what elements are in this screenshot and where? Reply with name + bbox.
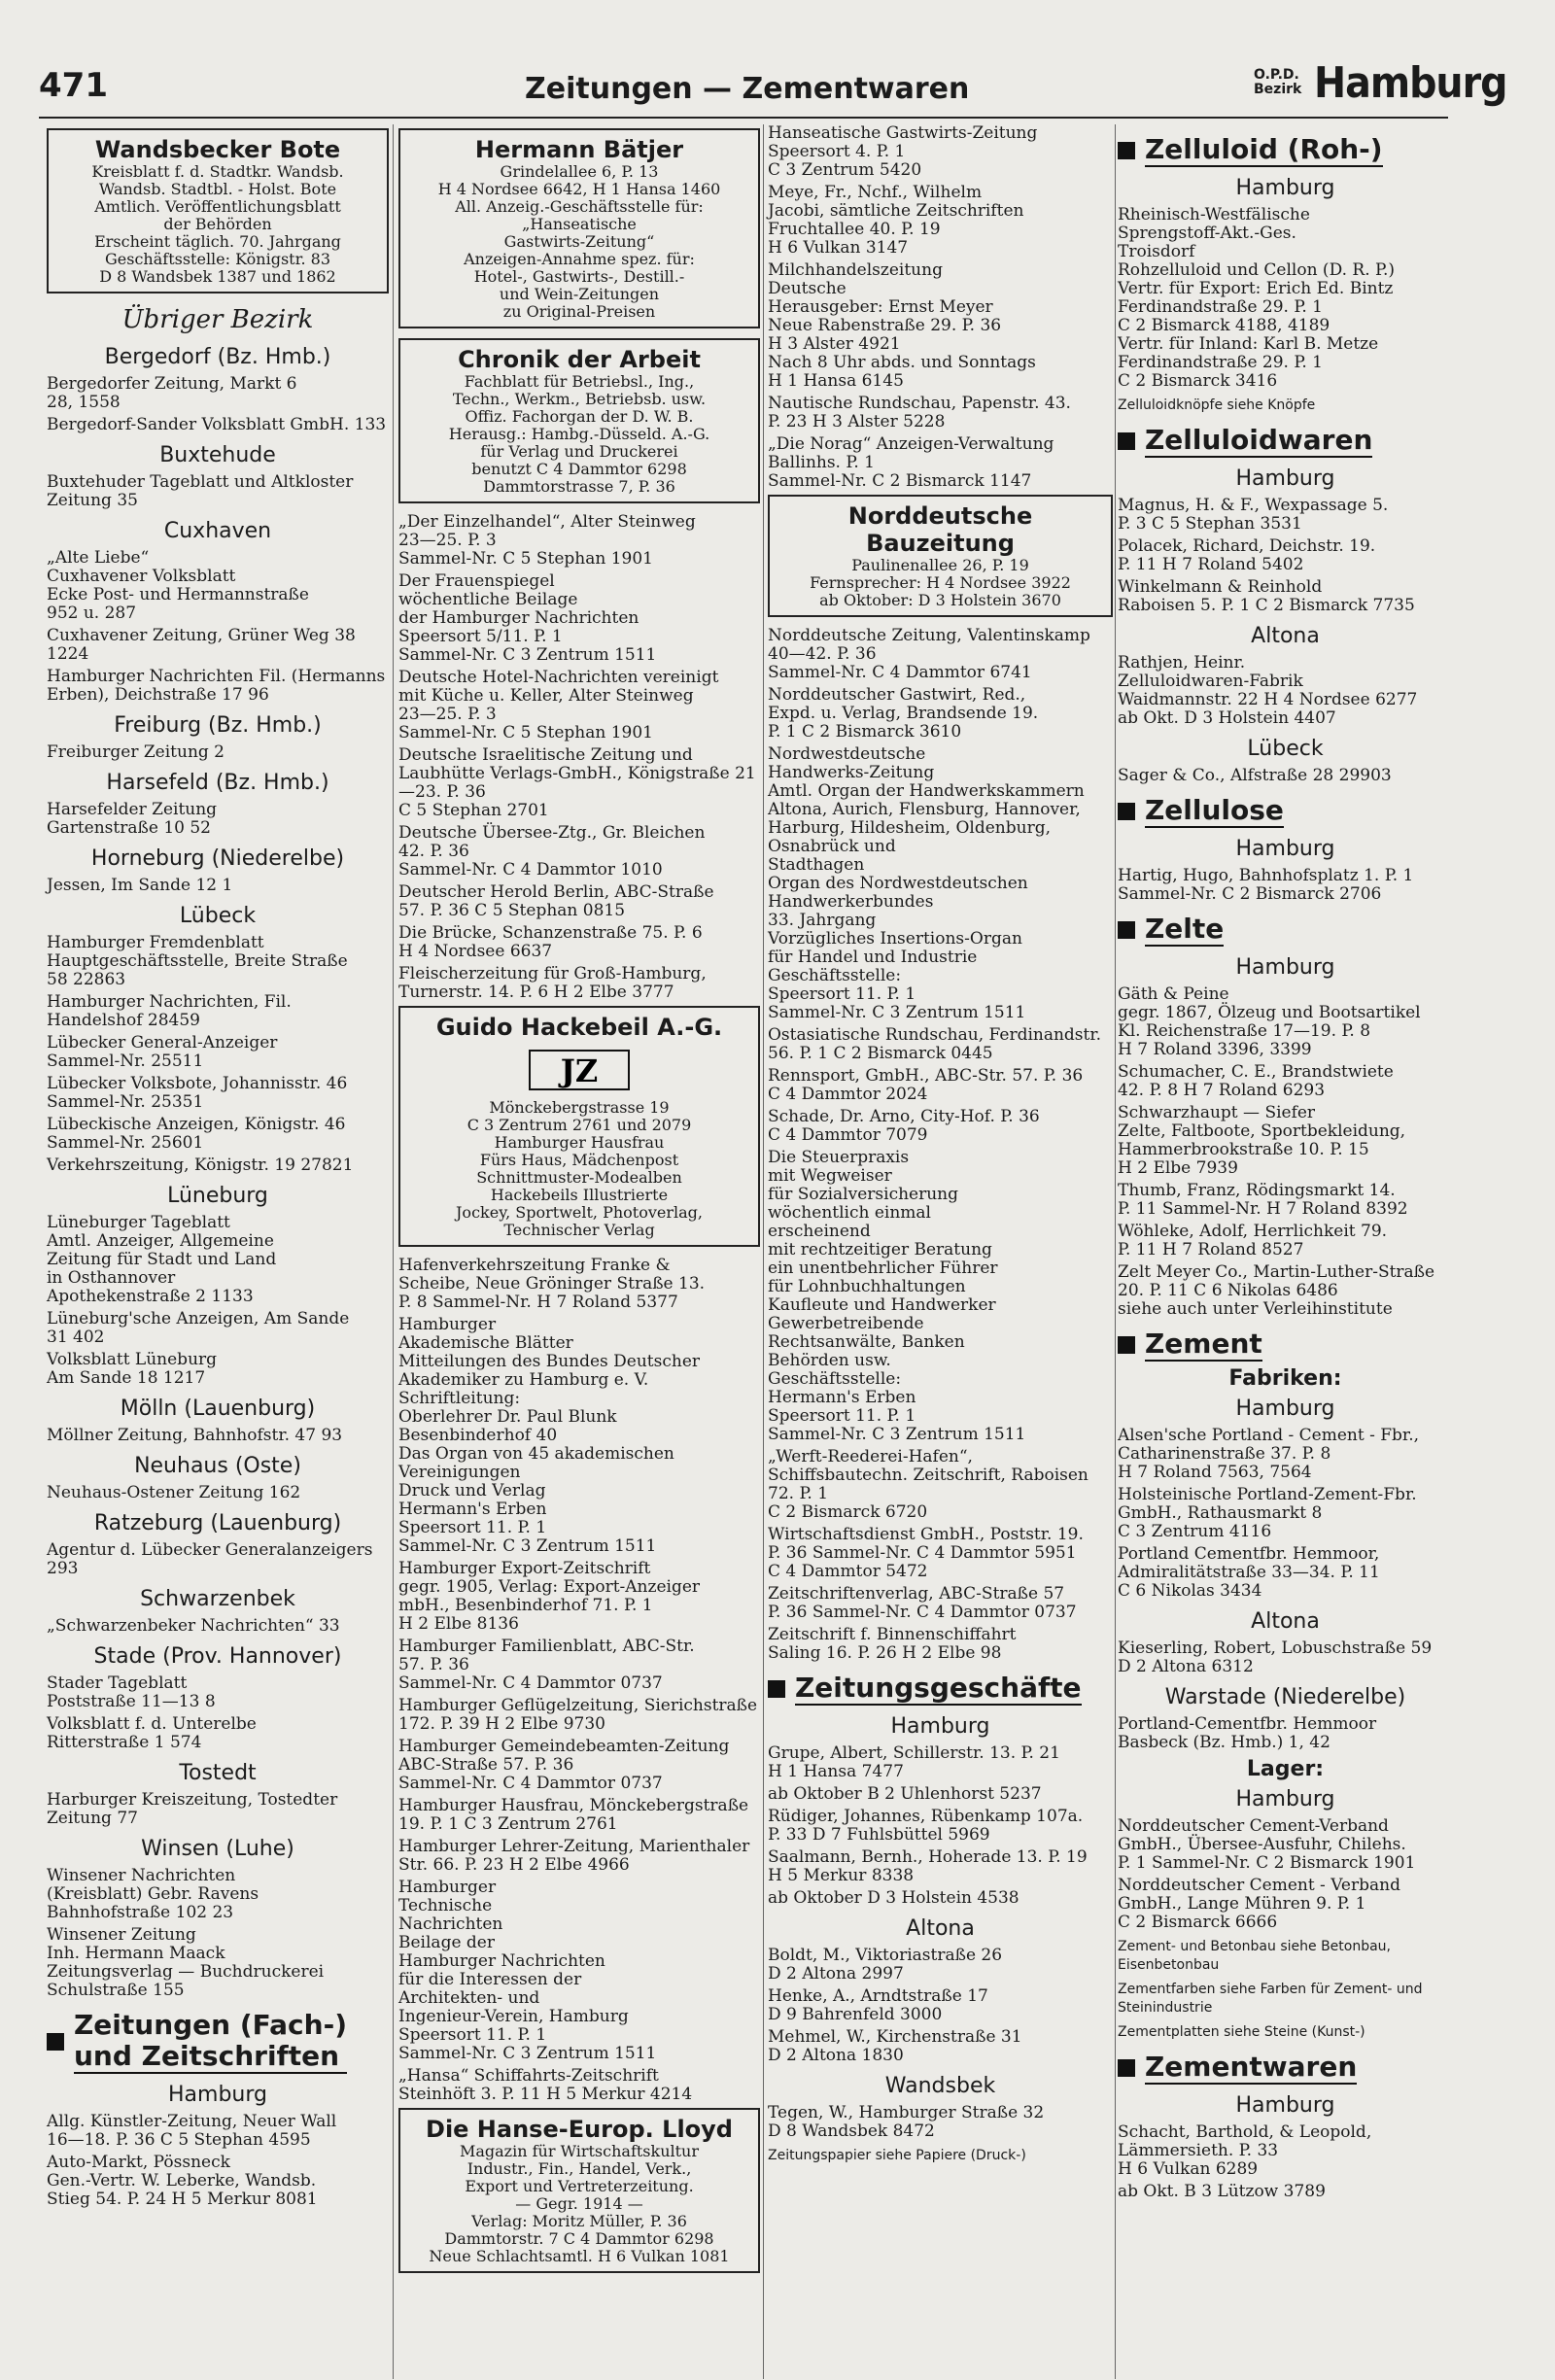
- advert-body: Magazin für Wirtschaftskultur Industr., Fin., Handel, Verk., Export und Vertreterzeitung. — Gegr. 1914 — Verlag: Moritz Müller, P. 36 Dammtorstr. 7 C 4 Dammtor 6298 Neue Schlachtsamtl. H 6 Vulkan 1081: [429, 2142, 730, 2265]
- directory-entry: Polacek, Richard, Deichstr. 19. P. 11 H 7 Roland 5402: [1118, 536, 1376, 574]
- column-4: [1118, 124, 1453, 2205]
- jz-logo-icon: [526, 1047, 633, 1093]
- subheading: Fabriken:: [1228, 1366, 1342, 1391]
- opd-label: [1254, 68, 1301, 97]
- directory-entry: Neuhaus-Ostener Zeitung 162: [47, 1483, 301, 1502]
- directory-entry: Portland-Cementfbr. Hemmoor Basbeck (Bz. Hmb.) 1, 42: [1118, 1714, 1377, 1752]
- directory-entry: Ostasiatische Rundschau, Ferdinandstr. 56. P. 1 C 2 Bismarck 0445: [768, 1025, 1102, 1063]
- section-heading-text: Zelte: [1145, 913, 1225, 945]
- section-heading: [47, 2010, 389, 2074]
- directory-entry: Hafenverkehrszeitung Franke & Scheibe, Neue Gröninger Straße 13. P. 8 Sammel-Nr. H 7 Roland 5377: [398, 1256, 706, 1312]
- town-heading: Altona: [906, 1916, 975, 1941]
- advert-title: Hermann Bätjer: [474, 136, 684, 163]
- section-heading-text: Zeitungen (Fach-) und Zeitschriften: [74, 2009, 347, 2072]
- directory-entry: Schade, Dr. Arno, City-Hof. P. 36 C 4 Dammtor 7079: [768, 1107, 1040, 1145]
- cross-reference: Zementplatten siehe Steine (Kunst-): [1118, 2024, 1365, 2040]
- town-heading: Hamburg: [1235, 955, 1335, 980]
- directory-entry: Mehmel, W., Kirchenstraße 31 D 2 Altona 1830: [768, 2027, 1022, 2065]
- directory-entry: Hamburger Hausfrau, Mönckebergstraße 19. P. 1 C 3 Zentrum 2761: [398, 1796, 749, 1834]
- advert-title: Die Hanse-Europ. Lloyd: [426, 2116, 733, 2143]
- town-heading: Hamburg: [1235, 837, 1335, 861]
- directory-entry: Lüneburg'sche Anzeigen, Am Sande 31 402: [47, 1309, 350, 1347]
- town-heading: Bergedorf (Bz. Hmb.): [104, 345, 331, 369]
- town-heading: Tostedt: [179, 1761, 257, 1785]
- square-bullet-icon: [1118, 921, 1135, 939]
- page-title: Zeitungen — Zementwaren: [525, 72, 970, 106]
- directory-entry: Auto-Markt, Pössneck Gen.-Vertr. W. Leberke, Wandsb. Stieg 54. P. 24 H 5 Merkur 8081: [47, 2153, 318, 2209]
- directory-entry: Norddeutscher Gastwirt, Red., Expd. u. Verlag, Brandsende 19. P. 1 C 2 Bismarck 3610: [768, 685, 1039, 742]
- directory-entry: Winsener Nachrichten (Kreisblatt) Gebr. Ravens Bahnhofstraße 102 23: [47, 1866, 259, 1922]
- directory-entry: Henke, A., Arndtstraße 17 D 9 Bahrenfeld 3000: [768, 1986, 988, 2024]
- section-heading: [1118, 795, 1453, 828]
- directory-entry: Hamburger Familienblatt, ABC-Str. 57. P. 36 Sammel-Nr. C 4 Dammtor 0737: [398, 1637, 695, 1693]
- directory-entry: Harburger Kreiszeitung, Tostedter Zeitung 77: [47, 1790, 338, 1828]
- town-heading: Hamburg: [1235, 2093, 1335, 2118]
- advert-body: Fachblatt für Betriebsl., Ing., Techn., Werkm., Betriebsb. usw. Offiz. Fachorgan der D. W. B. Herausg.: Hambg.-Düsseld. A.-G. für Verlag und Druckerei benutzt C 4 Dammtor 6298 Dammtorstrasse 7, P. 36: [448, 372, 710, 496]
- section-heading: [1118, 425, 1453, 458]
- square-bullet-icon: [1118, 2059, 1135, 2077]
- advert-box: [398, 1006, 760, 1247]
- section-heading: [1118, 2052, 1453, 2085]
- directory-entry: Deutsche Israelitische Zeitung und Laubhütte Verlags-GmbH., Königstraße 21—23. P. 36 C 5 Stephan 2701: [398, 745, 756, 820]
- directory-entry: Agentur d. Lübecker Generalanzeigers 293: [47, 1540, 373, 1578]
- directory-entry: Holsteinische Portland-Zement-Fbr. GmbH., Rathausmarkt 8 C 3 Zentrum 4116: [1118, 1485, 1417, 1541]
- directory-entry: ab Oktober D 3 Holstein 4538: [768, 1888, 1019, 1908]
- directory-entry: Hamburger Gemeindebeamten-Zeitung ABC-Straße 57. P. 36 Sammel-Nr. C 4 Dammtor 0737: [398, 1737, 730, 1793]
- town-heading: Hamburg: [1235, 1397, 1335, 1421]
- directory-entry: Norddeutsche Zeitung, Valentinskamp 40—42. P. 36 Sammel-Nr. C 4 Dammtor 6741: [768, 626, 1090, 682]
- town-heading: Hamburg: [1235, 466, 1335, 491]
- directory-entry: Boldt, M., Viktoriastraße 26 D 2 Altona 2997: [768, 1946, 1003, 1983]
- advert-title: Wandsbecker Bote: [94, 136, 341, 163]
- town-heading: Hamburg: [890, 1714, 990, 1739]
- directory-entry: Möllner Zeitung, Bahnhofstr. 47 93: [47, 1426, 343, 1445]
- section-heading: [768, 1673, 1113, 1706]
- directory-entry: Hamburger Technische Nachrichten Beilage der Hamburger Nachrichten für die Interessen der Architekten- und Ingenieur-Verein, Hamburg Speersort 11. P. 1 Sammel-Nr. C 3 Zentrum 1511: [398, 1878, 657, 2063]
- directory-entry: Deutscher Herold Berlin, ABC-Straße 57. P. 36 C 5 Stephan 0815: [398, 882, 714, 920]
- town-heading: Harsefeld (Bz. Hmb.): [106, 771, 329, 795]
- directory-entry: „Alte Liebe“ Cuxhavener Volksblatt Ecke Post- und Hermannstraße 952 u. 287: [47, 548, 309, 623]
- region-title: Hamburg: [1314, 58, 1507, 108]
- directory-entry: Hamburger Geflügelzeitung, Sierichstraße 172. P. 39 H 2 Elbe 9730: [398, 1696, 758, 1734]
- directory-entry: Wöhleke, Adolf, Herrlichkeit 79. P. 11 H 7 Roland 8527: [1118, 1222, 1388, 1259]
- section-heading: [1118, 1328, 1453, 1362]
- directory-entry: Schumacher, C. E., Brandstwiete 42. P. 8 H 7 Roland 6293: [1118, 1062, 1394, 1100]
- advert-box: [398, 128, 760, 328]
- directory-entry: Volksblatt f. d. Unterelbe Ritterstraße 1 574: [47, 1714, 257, 1752]
- section-heading-text: Zelluloidwaren: [1145, 424, 1373, 456]
- section-heading-text: Zelluloid (Roh-): [1145, 133, 1383, 165]
- section-heading-text: Zeitungsgeschäfte: [795, 1672, 1082, 1704]
- directory-entry: Zeitschrift f. Binnenschiffahrt Saling 16. P. 26 H 2 Elbe 98: [768, 1625, 1017, 1663]
- directory-entry: Schacht, Barthold, & Leopold, Lämmersieth. P. 33 H 6 Vulkan 6289: [1118, 2122, 1372, 2179]
- advert-title: Chronik der Arbeit: [458, 346, 701, 373]
- directory-entry: Rüdiger, Johannes, Rübenkamp 107a. P. 33 D 7 Fuhlsbüttel 5969: [768, 1807, 1084, 1845]
- town-heading: Freiburg (Bz. Hmb.): [114, 713, 322, 738]
- directory-entry: Buxtehuder Tageblatt und Altkloster Zeitung 35: [47, 472, 354, 510]
- town-heading: Winsen (Luhe): [141, 1837, 294, 1861]
- directory-entry: Rennsport, GmbH., ABC-Str. 57. P. 36 C 4 Dammtor 2024: [768, 1066, 1084, 1104]
- advert-body: Mönckebergstrasse 19 C 3 Zentrum 2761 und 2079 Hamburger Hausfrau Fürs Haus, Mädchenpost Schnittmuster-Modealben Hackebeils Illustrierte Jockey, Sportwelt, Photoverlag, Technischer Verlag: [456, 1098, 703, 1239]
- column-rule: [1115, 124, 1116, 2379]
- town-heading: Lüneburg: [167, 1184, 268, 1208]
- directory-entry: Alsen'sche Portland - Cement - Fbr., Catharinenstraße 37. P. 8 H 7 Roland 7563, 7564: [1118, 1426, 1420, 1482]
- directory-entry: Milchhandelszeitung Deutsche Herausgeber: Ernst Meyer Neue Rabenstraße 29. P. 36 H 3 Alster 4921 Nach 8 Uhr abds. und Sonntags H 1 Hansa 6145: [768, 260, 1036, 391]
- square-bullet-icon: [1118, 142, 1135, 159]
- cross-reference: Zementfarben siehe Farben für Zement- und Steinindustrie: [1118, 1982, 1423, 2016]
- directory-entry: Die Steuerpraxis mit Wegweiser für Sozialversicherung wöchentlich einmal erscheinend mit rechtzeitiger Beratung ein unentbehrlicher Führer für Lohnbuchhaltungen Kaufleute und Handwerker Gewerbetreibende Rechtsanwälte, Banken Behörden usw. Geschäftsstelle: Hermann's Erben Speersort 11. P. 1 Sammel-Nr. C 3 Zentrum 1511: [768, 1148, 1026, 1444]
- directory-entry: Tegen, W., Hamburger Straße 32 D 8 Wandsbek 8472: [768, 2103, 1045, 2141]
- directory-entry: Magnus, H. & F., Wexpassage 5. P. 3 C 5 Stephan 3531: [1118, 496, 1389, 534]
- town-heading: Altona: [1251, 1609, 1320, 1634]
- directory-entry: Cuxhavener Zeitung, Grüner Weg 38 1224: [47, 626, 356, 664]
- directory-entry: „Die Norag“ Anzeigen-Verwaltung Ballinhs. P. 1 Sammel-Nr. C 2 Bismarck 1147: [768, 434, 1054, 491]
- section-title: Übriger Bezirk: [121, 305, 314, 334]
- advert-body: Paulinenallee 26, P. 19 Fernsprecher: H 4 Nordsee 3922 ab Oktober: D 3 Holstein 3670: [810, 556, 1071, 609]
- directory-entry: Nordwestdeutsche Handwerks-Zeitung Amtl. Organ der Handwerkskammern Altona, Aurich, Flensburg, Hannover, Harburg, Hildesheim, Oldenburg, Osnabrück und Stadthagen Organ des Nordwestdeutschen Handwerkerbundes 33. Jahrgang Vorzügliches Insertions-Organ für Handel und Industrie Geschäftsstelle: Speersort 11. P. 1 Sammel-Nr. C 3 Zentrum 1511: [768, 744, 1085, 1022]
- directory-entry: Hamburger Nachrichten Fil. (Hermanns Erben), Deichstraße 17 96: [47, 667, 386, 705]
- cross-reference: Zelluloidknöpfe siehe Knöpfe: [1118, 397, 1316, 413]
- directory-entry: Hamburger Akademische Blätter Mitteilungen des Bundes Deutscher Akademiker zu Hamburg e. V. Schriftleitung: Oberlehrer Dr. Paul Blunk Besenbinderhof 40 Das Organ von 45 akademischen Vereinigungen Druck und Verlag Hermann's Erben Speersort 11. P. 1 Sammel-Nr. C 3 Zentrum 1511: [398, 1315, 701, 1556]
- cross-reference: Zeitungspapier siehe Papiere (Druck-): [768, 2148, 1026, 2163]
- town-heading: Warstade (Niederelbe): [1164, 1685, 1406, 1709]
- town-heading: Cuxhaven: [163, 519, 272, 543]
- directory-entry: Lübeckische Anzeigen, Königstr. 46 Sammel-Nr. 25601: [47, 1115, 346, 1153]
- directory-entry: Winkelmann & Reinhold Raboisen 5. P. 1 C 2 Bismarck 7735: [1118, 577, 1415, 615]
- directory-entry: „Werft-Reederei-Hafen“, Schiffsbautechn. Zeitschrift, Raboisen 72. P. 1 C 2 Bismarck 6720: [768, 1447, 1088, 1522]
- directory-entry: Sager & Co., Alfstraße 28 29903: [1118, 766, 1392, 785]
- column-1: [47, 124, 389, 2213]
- directory-entry: Fleischerzeitung für Groß-Hamburg, Turnerstr. 14. P. 6 H 2 Elbe 3777: [398, 964, 707, 1002]
- directory-entry: Wirtschaftsdienst GmbH., Poststr. 19. P. 36 Sammel-Nr. C 4 Dammtor 5951 C 4 Dammtor 5472: [768, 1525, 1084, 1581]
- directory-entry: Grupe, Albert, Schillerstr. 13. P. 21 H 1 Hansa 7477: [768, 1743, 1060, 1781]
- directory-entry: Bergedorf-Sander Volksblatt GmbH. 133: [47, 415, 387, 434]
- column-2: [398, 124, 760, 2283]
- directory-entry: Jessen, Im Sande 12 1: [47, 876, 233, 895]
- directory-entry: Nautische Rundschau, Papenstr. 43. P. 23 H 3 Alster 5228: [768, 394, 1071, 431]
- town-heading: Hamburg: [168, 2083, 267, 2107]
- directory-entry: Verkehrszeitung, Königstr. 19 27821: [47, 1156, 354, 1175]
- section-heading: [1118, 134, 1453, 167]
- directory-entry: Hartig, Hugo, Bahnhofsplatz 1. P. 1 Sammel-Nr. C 2 Bismarck 2706: [1118, 866, 1414, 904]
- svg-text:JZ: JZ: [560, 1052, 599, 1089]
- directory-entry: „Hansa“ Schiffahrts-Zeitschrift Steinhöft 3. P. 11 H 5 Merkur 4214: [398, 2066, 693, 2104]
- page-number: 471: [39, 66, 108, 105]
- directory-entry: Norddeutscher Cement-Verband GmbH., Übersee-Ausfuhr, Chilehs. P. 1 Sammel-Nr. C 2 Bismarck 1901: [1118, 1816, 1416, 1873]
- directory-entry: Hamburger Nachrichten, Fil. Handelshof 28459: [47, 992, 292, 1030]
- advert-title: Norddeutsche Bauzeitung: [847, 502, 1033, 557]
- advert-box: [768, 495, 1113, 617]
- town-heading: Buxtehude: [159, 443, 276, 467]
- directory-entry: Zeitschriftenverlag, ABC-Straße 57 P. 36 Sammel-Nr. C 4 Dammtor 0737: [768, 1584, 1077, 1622]
- subheading: Lager:: [1246, 1757, 1325, 1781]
- square-bullet-icon: [768, 1680, 785, 1698]
- directory-entry: Freiburger Zeitung 2: [47, 742, 225, 762]
- directory-entry: Allg. Künstler-Zeitung, Neuer Wall 16—18. P. 36 C 5 Stephan 4595: [47, 2112, 337, 2150]
- town-heading: Stade (Prov. Hannover): [93, 1644, 342, 1669]
- directory-entry: Kieserling, Robert, Lobuschstraße 59 D 2 Altona 6312: [1118, 1638, 1433, 1676]
- section-heading-text: Zellulose: [1145, 794, 1284, 826]
- directory-entry: Lübecker General-Anzeiger Sammel-Nr. 25511: [47, 1033, 278, 1071]
- square-bullet-icon: [1118, 432, 1135, 450]
- section-heading: [1118, 914, 1453, 947]
- directory-entry: Lübecker Volksbote, Johannisstr. 46 Sammel-Nr. 25351: [47, 1074, 348, 1112]
- town-heading: Lübeck: [1247, 737, 1324, 761]
- directory-entry: Hamburger Fremdenblatt Hauptgeschäftsstelle, Breite Straße 58 22863: [47, 933, 348, 989]
- directory-entry: Harsefelder Zeitung Gartenstraße 10 52: [47, 800, 218, 838]
- column-3: [768, 124, 1113, 2171]
- section-heading-text: Zementwaren: [1145, 2051, 1358, 2083]
- advert-box: [47, 128, 389, 293]
- section-heading-text: Zement: [1145, 1328, 1262, 1360]
- town-heading: Horneburg (Niederelbe): [90, 846, 345, 871]
- directory-entry: Stader Tageblatt Poststraße 11—13 8: [47, 1673, 216, 1711]
- town-heading: Schwarzenbek: [140, 1587, 295, 1611]
- square-bullet-icon: [1118, 803, 1135, 820]
- town-heading: Wandsbek: [884, 2074, 996, 2098]
- bezirk-label: Bezirk: [1254, 82, 1302, 97]
- directory-entry: „Der Einzelhandel“, Alter Steinweg 23—25. P. 3 Sammel-Nr. C 5 Stephan 1901: [398, 512, 696, 569]
- town-heading: Hamburg: [1235, 1787, 1335, 1811]
- directory-entry: Thumb, Franz, Rödingsmarkt 14. P. 11 Sammel-Nr. H 7 Roland 8392: [1118, 1181, 1408, 1219]
- opd-abbrev: O.P.D.: [1254, 67, 1299, 83]
- directory-entry: Portland Cementfbr. Hemmoor, Admiralitätstraße 33—34. P. 11 C 6 Nikolas 3434: [1118, 1544, 1380, 1601]
- directory-entry: Winsener Zeitung Inh. Hermann Maack Zeitungsverlag — Buchdruckerei Schulstraße 155: [47, 1925, 325, 2000]
- advert-body: Grindelallee 6, P. 13 H 4 Nordsee 6642, H 1 Hansa 1460 All. Anzeig.-Geschäftsstelle für: „Hanseatische Gastwirts-Zeitung“ Anzeigen-Annahme spez. für: Hotel-, Gastwirts-, Destill.- und Wein-Zeitungen zu Original-Preisen: [437, 162, 721, 321]
- square-bullet-icon: [1118, 1336, 1135, 1354]
- advert-body: Kreisblatt f. d. Stadtkr. Wandsb. Wandsb. Stadtbl. - Holst. Bote Amtlich. Veröffentlichungsblatt der Behörden Erscheint täglich. 70. Jahrgang Geschäftsstelle: Königstr. 83 D 8 Wandsbek 1387 und 1862: [91, 162, 344, 286]
- directory-entry: ab Okt. B 3 Lützow 3789: [1118, 2182, 1326, 2201]
- directory-entry: Rheinisch-Westfälische Sprengstoff-Akt.-Ges. Troisdorf Rohzelluloid und Cellon (D. R. P.) Vertr. für Export: Erich Ed. Bintz Ferdinandstraße 29. P. 1 C 2 Bismarck 4188, 4189 Vertr. für Inland: Karl B. Metze Ferdinandstraße 29. P. 1 C 2 Bismarck 3416: [1118, 205, 1396, 391]
- directory-entry: Der Frauenspiegel wöchentliche Beilage der Hamburger Nachrichten Speersort 5/11. P. 1 Sammel-Nr. C 3 Zentrum 1511: [398, 571, 657, 665]
- cross-reference: Zement- und Betonbau siehe Betonbau, Eisenbetonbau: [1118, 1939, 1392, 1973]
- directory-entry: Gäth & Peine gegr. 1867, Ölzeug und Bootsartikel Kl. Reichenstraße 17—19. P. 8 H 7 Roland 3396, 3399: [1118, 984, 1421, 1059]
- town-heading: Mölln (Lauenburg): [120, 1397, 316, 1421]
- directory-entry: „Schwarzenbeker Nachrichten“ 33: [47, 1616, 340, 1636]
- directory-entry: Meye, Fr., Nchf., Wilhelm Jacobi, sämtliche Zeitschriften Fruchtallee 40. P. 19 H 6 Vulkan 3147: [768, 183, 1024, 258]
- directory-entry: Zelt Meyer Co., Martin-Luther-Straße 20. P. 11 C 6 Nikolas 6486 siehe auch unter Verleihinstitute: [1118, 1262, 1435, 1319]
- square-bullet-icon: [47, 2033, 64, 2051]
- directory-entry: Deutsche Übersee-Ztg., Gr. Bleichen 42. P. 36 Sammel-Nr. C 4 Dammtor 1010: [398, 823, 706, 880]
- advert-box: [398, 338, 760, 503]
- town-heading: Altona: [1251, 624, 1320, 648]
- directory-entry: Norddeutscher Cement - Verband GmbH., Lange Mühren 9. P. 1 C 2 Bismarck 6666: [1118, 1876, 1400, 1932]
- directory-entry: Die Brücke, Schanzenstraße 75. P. 6 H 4 Nordsee 6637: [398, 923, 703, 961]
- advert-box: [398, 2108, 760, 2273]
- column-rule: [763, 124, 764, 2379]
- advert-title: Guido Hackebeil A.-G.: [435, 1014, 723, 1041]
- directory-entry: Saalmann, Bernh., Hoherade 13. P. 19 H 5 Merkur 8338: [768, 1847, 1088, 1885]
- town-heading: Hamburg: [1235, 176, 1335, 200]
- page-header: [39, 58, 1507, 119]
- directory-entry: Bergedorfer Zeitung, Markt 6 28, 1558: [47, 374, 297, 412]
- directory-entry: Hamburger Export-Zeitschrift gegr. 1905, Verlag: Export-Anzeiger mbH., Besenbinderhof 71. P. 1 H 2 Elbe 8136: [398, 1559, 701, 1634]
- directory-entry: Rathjen, Heinr. Zelluloidwaren-Fabrik Waidmannstr. 22 H 4 Nordsee 6277 ab Okt. D 3 Holstein 4407: [1118, 653, 1418, 728]
- directory-entry: Lüneburger Tageblatt Amtl. Anzeiger, Allgemeine Zeitung für Stadt und Land in Osthannover Apothekenstraße 2 1133: [47, 1213, 277, 1306]
- town-heading: Neuhaus (Oste): [134, 1454, 301, 1478]
- column-rule: [393, 124, 394, 2379]
- directory-entry: Schwarzhaupt — Siefer Zelte, Faltboote, Sportbekleidung, Hammerbrookstraße 10. P. 15 H 2 Elbe 7939: [1118, 1103, 1406, 1178]
- town-heading: Lübeck: [179, 904, 257, 928]
- directory-entry: Deutsche Hotel-Nachrichten vereinigt mit Küche u. Keller, Alter Steinweg 23—25. P. 3 Sammel-Nr. C 5 Stephan 1901: [398, 668, 719, 742]
- town-heading: Ratzeburg (Lauenburg): [93, 1511, 342, 1535]
- directory-entry: ab Oktober B 2 Uhlenhorst 5237: [768, 1784, 1042, 1804]
- directory-entry: Hanseatische Gastwirts-Zeitung Speersort 4. P. 1 C 3 Zentrum 5420: [768, 123, 1038, 180]
- directory-entry: Volksblatt Lüneburg Am Sande 18 1217: [47, 1350, 218, 1388]
- directory-entry: Hamburger Lehrer-Zeitung, Marienthaler Str. 66. P. 23 H 2 Elbe 4966: [398, 1837, 750, 1875]
